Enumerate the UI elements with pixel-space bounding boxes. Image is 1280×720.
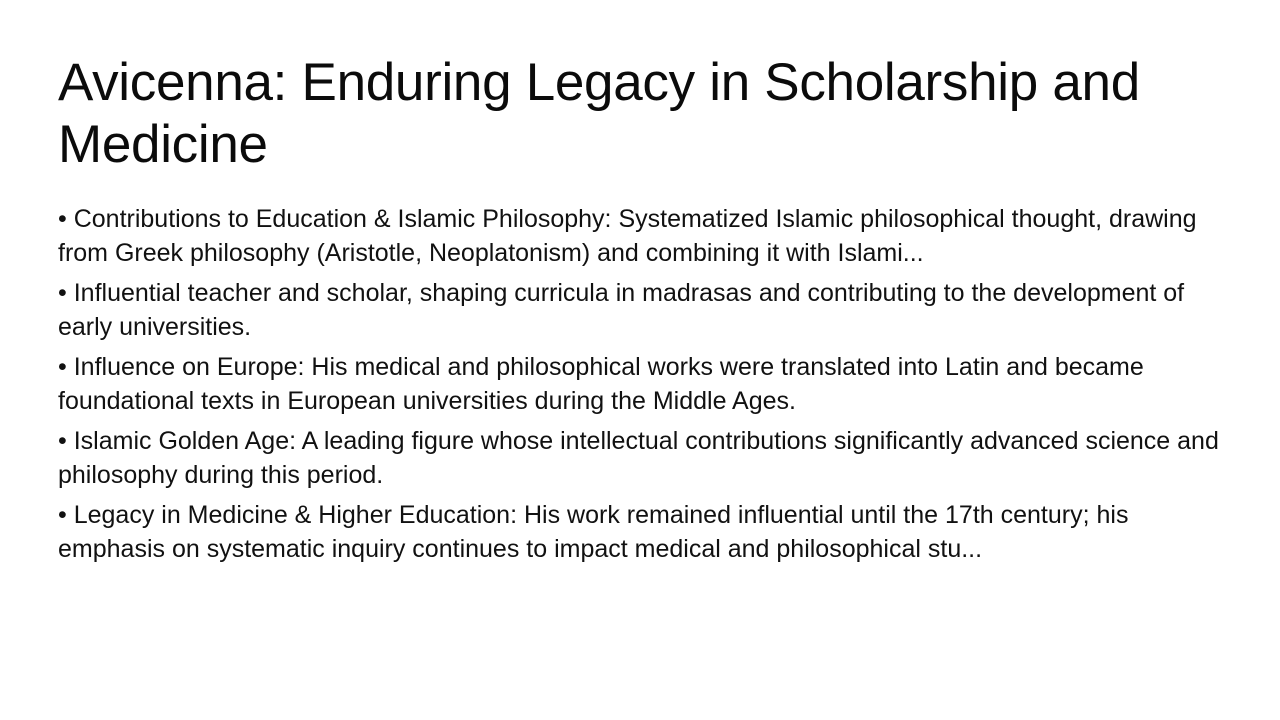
bullet-item bbox=[58, 350, 1228, 418]
bullet-text: Legacy in Medicine & Higher Education: His work remained influential until the 17th century; his emphasis on systematic inquiry continues to impact medical and philosophical stu... bbox=[58, 501, 1129, 563]
bullet-marker: • bbox=[58, 427, 67, 455]
slide-title: Avicenna: Enduring Legacy in Scholarship and Medicine bbox=[58, 53, 1140, 174]
bullet-marker: • bbox=[58, 501, 67, 529]
bullet-text: Contributions to Education & Islamic Philosophy: Systematized Islamic philosophical thought, drawing from Greek philosophy (Aristotle, Neoplatonism) and combining it with Islami... bbox=[58, 205, 1197, 267]
bullet-text: Islamic Golden Age: A leading figure whose intellectual contributions significantly advanced science and philosophy during this period. bbox=[58, 427, 1219, 489]
bullet-item bbox=[58, 276, 1228, 344]
bullet-text: Influence on Europe: His medical and philosophical works were translated into Latin and became foundational texts in European universities during the Middle Ages. bbox=[58, 353, 1144, 415]
bullet-item bbox=[58, 498, 1228, 566]
bullet-marker: • bbox=[58, 353, 67, 381]
bullet-item bbox=[58, 202, 1228, 270]
bullet-text: Influential teacher and scholar, shaping curricula in madrasas and contributing to the development of early universities. bbox=[58, 279, 1185, 341]
bullet-item bbox=[58, 424, 1228, 492]
bullet-marker: • bbox=[58, 205, 67, 233]
bullet-marker: • bbox=[58, 279, 67, 307]
bullet-list bbox=[58, 202, 1228, 566]
